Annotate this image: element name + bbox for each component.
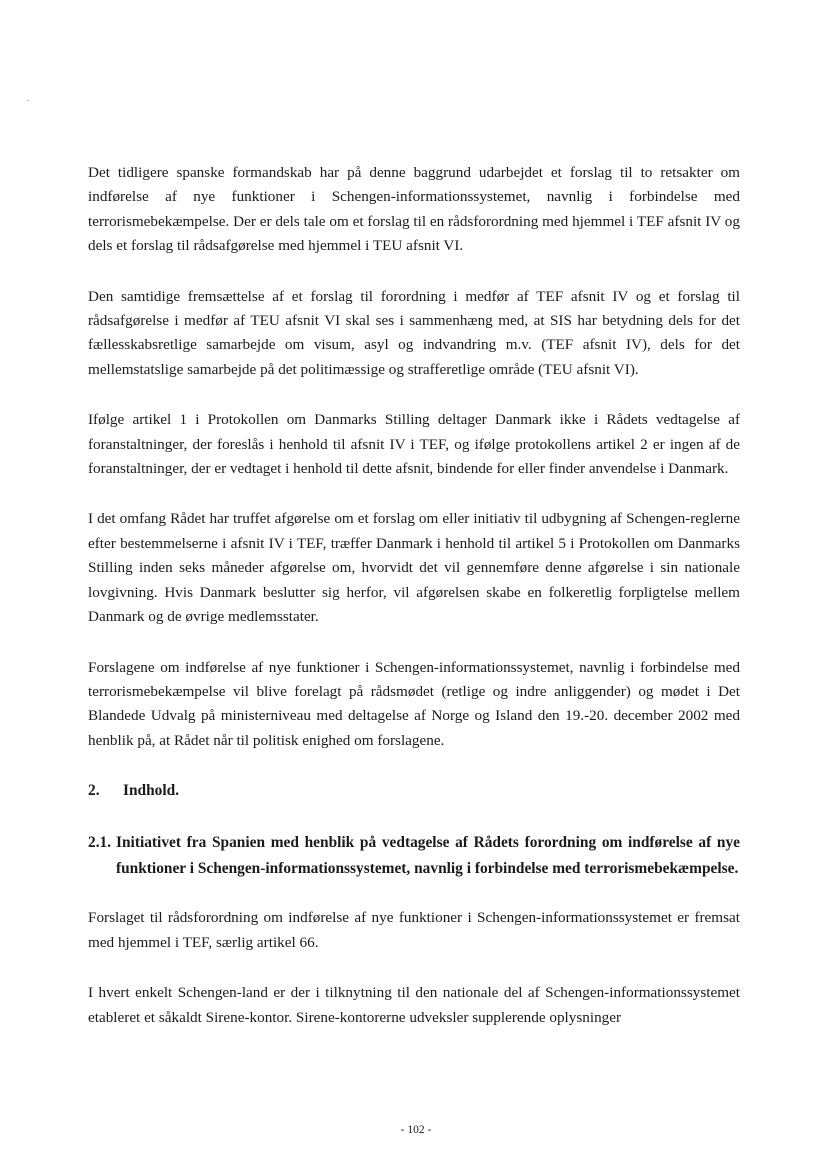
- paragraph-council-meeting: Forslagene om indførelse af nye funktioner i Schengen-informationssystemet, navnlig i forbindelse med terrorismebekæmpelse vil blive forelagt på rådsmødet (retlige og indre anliggender) og mødet i Det Blandede Udvalg på ministerniveau med deltagelse af Norge og Island den 19.-20. december 2002 med henblik på, at Rådet når til politisk enighed om forslagene.: [88, 658, 740, 749]
- section-number: 2.: [88, 782, 100, 800]
- paragraph-simultaneous-submission: Den samtidige fremsættelse af et forslag til forordning i medfør af TEF afsnit IV og et forslag til rådsafgørelse i medfør af TEU afsnit VI skal ses i sammenhæng med, at SIS har betydning dels for det fællesskabsretlige samarbejde om visum, asyl og indvandring m.v. (TEF afsnit IV), dels for det mellemstatslige samarbejde på det politimæssige og strafferetlige område (TEU afsnit VI).: [88, 287, 740, 378]
- page-number: - 102 -: [400, 1124, 432, 1136]
- scan-speck: [27, 100, 29, 101]
- page-body: [88, 161, 740, 1056]
- paragraph-schengen-development: I det omfang Rådet har truffet afgørelse om et forslag om eller initiativ til udbygning af Schengen-reglerne efter bestemmelserne i afsnit IV i TEF, træffer Danmark i henhold til artikel 5 i Protokollen om Danmarks Stilling inden seks måneder afgørelse om, hvorvidt det vil gennemføre denne afgørelse i sin nationale lovgivning. Hvis Danmark beslutter sig herfor, vil afgørelsen skabe en folkeretlig forpligtelse mellem Danmark og de øvrige medlemsstater.: [88, 510, 740, 626]
- paragraph-background: Det tidligere spanske formandskab har på denne baggrund udarbejdet et forslag til to retsakter om indførelse af nye funktioner i Schengen-informationssystemet, navnlig i forbindelse med terrorismebekæmpelse. Der er dels tale om et forslag til en rådsforordning med hjemmel i TEF afsnit IV og dels et forslag til rådsafgørelse med hjemmel i TEU afsnit VI.: [88, 164, 740, 255]
- subsection-title: Initiativet fra Spanien med henblik på vedtagelse af Rådets forordning om indførelse af nye funktioner i Schengen-informationssystemet, navnlig i forbindelse med terrorismebekæmpelse.: [116, 833, 740, 877]
- section-heading: [88, 779, 740, 803]
- paragraph-sirene-offices: I hvert enkelt Schengen-land er der i tilknytning til den nationale del af Schengen-informationssystemet etableret et såkaldt Sirene-kontor. Sirene-kontorerne udveksler supplerende oplysninger: [88, 984, 740, 1026]
- section-title: Indhold.: [123, 782, 180, 800]
- subsection-heading: [88, 830, 740, 883]
- paragraph-protocol-article-1: Ifølge artikel 1 i Protokollen om Danmarks Stilling deltager Danmark ikke i Rådets vedtagelse af foranstaltninger, der foreslås i henhold til afsnit IV i TEF, og ifølge protokollens artikel 2 er ingen af de foranstaltninger, der er vedtaget i henhold til dette afsnit, bindende for eller finder anvendelse i Danmark.: [88, 411, 740, 478]
- subsection-number: 2.1.: [88, 833, 112, 851]
- paragraph-legal-basis: Forslaget til rådsforordning om indførelse af nye funktioner i Schengen-informationssystemet er fremsat med hjemmel i TEF, særlig artikel 66.: [88, 909, 740, 951]
